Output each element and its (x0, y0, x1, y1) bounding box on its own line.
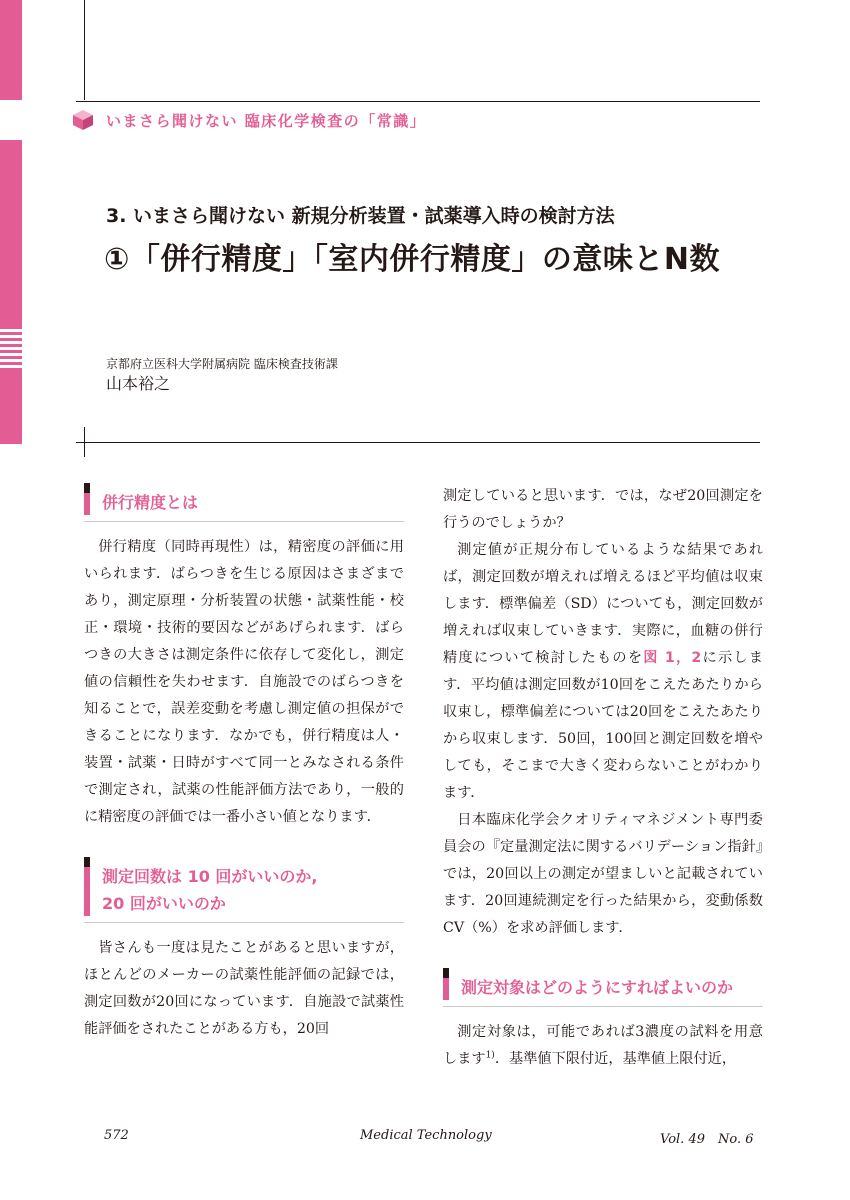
crop-line-top (84, 0, 85, 100)
volume-issue: Vol. 49 No. 6 (660, 1132, 754, 1147)
body-paragraph: 測定値が正規分布しているような結果であれば，測定回数が増えれば増えるほど平均値は収束します．標準偏差（SD）についても，測定回数が増えれば収束していきます．実際に，血糖の併行精度について検討したものを図 1，2に示します．平均値は測定回数が10回をこえたあたりから収束し，標準偏差については20回をこえたあたりから収束します．50回，100回と測定回数を増やしても，そこまで大きく変わらないことがわかります． (443, 542, 763, 801)
margin-bar-top (0, 0, 22, 100)
section-heading (84, 483, 404, 522)
title-rule (76, 442, 760, 443)
page-number: 572 (104, 1128, 129, 1143)
section-heading-text: 測定回数は 10 回がいいのか, 20 回がいいのか (102, 867, 318, 913)
journal-name: Medical Technology (360, 1128, 492, 1143)
author-name: 山本裕之 (106, 374, 171, 393)
margin-stripes (0, 326, 22, 370)
header-rule (76, 101, 760, 102)
left-column (84, 483, 404, 1043)
body-paragraph: 測定していると思います．では，なぜ20回測定を行うのでしょうか？ (443, 488, 763, 531)
body-paragraph: 日本臨床化学会クオリティマネジメント専門委員会の『定量測定法に関するバリデーション指針』では，20回以上の測定が望ましいと記載されています．20回連続測定を行った結果から，変動係数CV（%）を求め評価します． (443, 812, 763, 936)
figure-reference[interactable]: 図 1，2 (643, 650, 702, 666)
body-paragraph: 併行精度（同時再現性）は，精密度の評価に用いられます．ばらつきを生じる原因はさまざまであり，測定原理・分析装置の状態・試薬性能・校正・環境・技術的要因などがあげられます．ばらつきの大きさは測定条件に依存して変化し，測定値の信頼性を失わせます．自施設でのばらつきを知ることで，誤差変動を考慮し測定値の担保ができることになります．なかでも，併行精度は人・装置・試薬・日時がすべて同一とみなされる条件で測定され，試薬の性能評価方法であり，一般的に精密度の評価では一番小さい値となります． (84, 539, 404, 825)
series-label: いまさら聞けない 臨床化学検査の「常識」 (106, 111, 427, 130)
body-paragraph: 測定対象は，可能であれば3濃度の試料を用意します$^{1)}$．基準値下限付近，基準値上限付近， (443, 1024, 763, 1067)
section-heading (84, 857, 404, 923)
margin-bar-middle (0, 140, 22, 326)
right-column (443, 483, 763, 1073)
citation-reference[interactable]: 1) (485, 1050, 495, 1061)
margin-bar-bottom (0, 370, 22, 444)
section-heading-text: 測定対象はどのようにすればよいのか (461, 978, 734, 997)
section-heading (443, 968, 763, 1007)
body-paragraph: 皆さんも一度は見たことがあると思いますが，ほとんどのメーカーの試薬性能評価の記録では，測定回数が20回になっています．自施設で試薬性能評価をされたことがある方も，20回 (84, 940, 404, 1037)
article-title: ①「併行精度」「室内併行精度」の意味とN数 (104, 242, 721, 277)
article-kicker: 3. いまさら聞けない 新規分析装置・試薬導入時の検討方法 (106, 205, 615, 227)
series-header (72, 109, 426, 131)
cube-icon (72, 109, 94, 131)
section-heading-text: 併行精度とは (102, 493, 199, 512)
author-affiliation: 京都府立医科大学附属病院 臨床検査技術課 (106, 357, 338, 371)
